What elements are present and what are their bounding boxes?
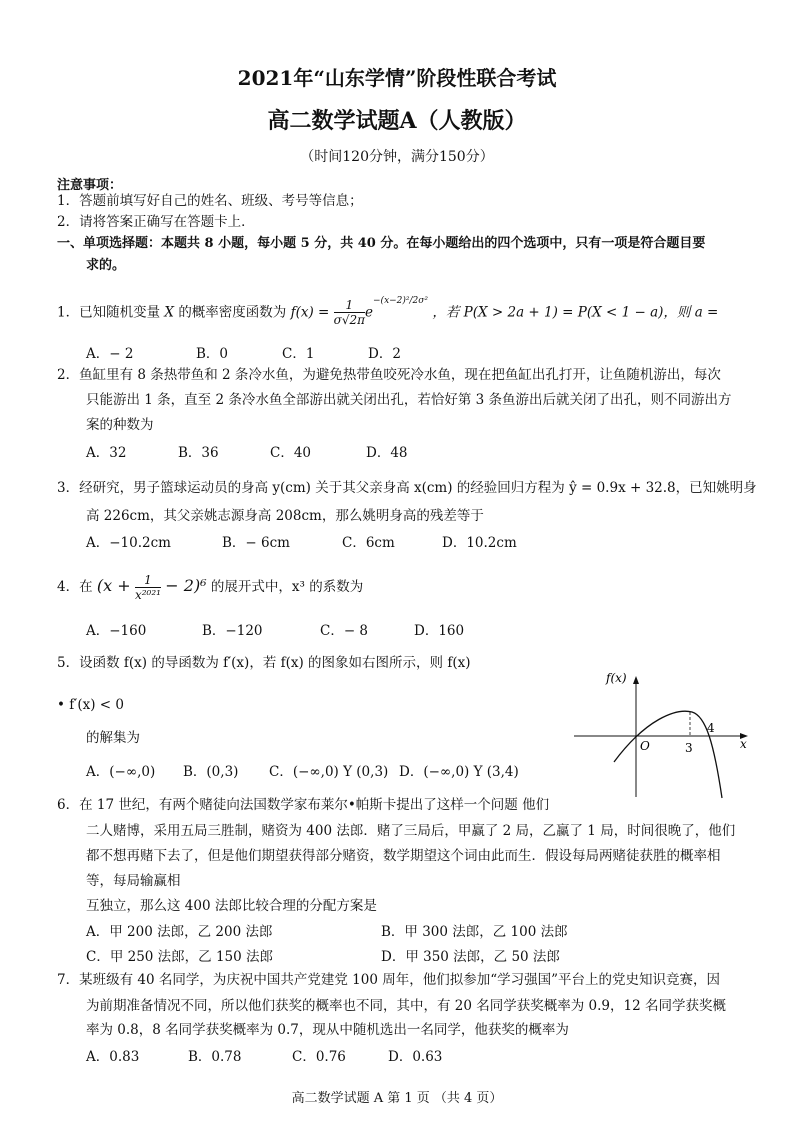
q4-den: x²⁰²¹	[134, 587, 161, 602]
q1-fraction	[334, 298, 365, 328]
q5-function-graph	[566, 664, 756, 804]
section-heading: 一、单项选择题：本题共 8 小题，每小题 5 分，共 40 分。在每小题给出的四个选项中，只有一项是符合题目要	[57, 236, 706, 251]
q7-line-3: 率为 0.8，8 名同学获奖概率为 0.7，现从中随机选出一名同学，他获奖的概率为	[86, 1022, 569, 1038]
q1-condition: ，若 P(X > 2a + 1) = P(X < 1 − a)，则 a =	[432, 304, 719, 321]
q1-option-a: A．− 2	[86, 346, 134, 362]
graph-xlabel: x	[740, 737, 747, 751]
q5-option-b: B．(0,3)	[183, 764, 239, 780]
exam-title: 2021年“山东学情”阶段性联合考试	[237, 66, 557, 90]
q7-line-1: 7．某班级有 40 名同学，为庆祝中国共产党建党 100 周年，他们拟参加“学习强国”平台上的党史知识竞赛，因	[57, 972, 721, 988]
q4-option-c: C．− 8	[320, 623, 369, 639]
graph-curve	[614, 711, 722, 798]
q1-var: X	[164, 304, 175, 321]
q3-line-1: 3．经研究，男子篮球运动员的身高 y(cm) 关于其父亲身高 x(cm) 的经验回归方程为 ŷ = 0.9x + 32.8，已知姚明身	[57, 480, 757, 496]
q1-den: σ√2π	[333, 313, 366, 327]
notice-item-2: 2．请将答案正确写在答题卡上．	[57, 214, 255, 230]
q4-expr-right: − 2)⁶	[165, 576, 207, 595]
q5-line-1: 5．设函数 f(x) 的导函数为 f′(x)，若 f(x) 的图象如右图所示，则 f(x)	[57, 655, 471, 671]
q1-options	[86, 342, 401, 362]
q6-option-d: D．甲 350 法郎，乙 50 法郎	[381, 949, 560, 965]
q7-line-2: 为前期准备情况不同，所以他们获奖的概率也不同，其中，有 20 名同学获奖概率为 0.9，12 名同学获奖概	[86, 998, 726, 1014]
q3-options	[86, 531, 517, 551]
q7-option-c: C．0.76	[292, 1049, 346, 1065]
q4-expr-left: (x +	[96, 576, 131, 595]
notice-item-1: 1．答题前填写好自己的姓名、班级、考号等信息；	[57, 193, 363, 209]
q7-options	[86, 1045, 442, 1065]
q3-option-d: D．10.2cm	[442, 535, 517, 551]
q2-line-3: 案的种数为	[86, 417, 154, 433]
graph-origin: O	[640, 739, 650, 753]
q1-mid: 的概率密度函数为	[178, 304, 287, 321]
q2-option-a: A．32	[86, 445, 127, 461]
question-1: 1．已知随机变量 X 的概率密度函数为 f(x) = $\frac{1}{\sigma√2\pi}$ $e^{-(x-2)^2/2\sigma^2}$ ，若 P(X > 2a + 1) = P(X < 1 − a)，则 a =	[57, 296, 719, 327]
q4-suffix: 的展开式中，x³ 的系数为	[210, 579, 364, 595]
exam-subtitle: 高二数学试题A（人教版）	[267, 108, 527, 134]
q5-option-d: D．(−∞,0) Y (3,4)	[399, 764, 519, 780]
page-footer: 高二数学试题 A 第 1 页 （共 4 页）	[291, 1091, 503, 1106]
q2-option-b: B．36	[178, 445, 219, 461]
q6-line-1: 6．在 17 世纪，有两个赌徒向法国数学家布莱尔•帕斯卡提出了这样一个问题 他们	[57, 797, 550, 813]
q4-num: 1	[135, 573, 161, 588]
q2-line-2: 只能游出 1 条，直至 2 条冷水鱼全部游出就关闭出孔，若恰好第 3 条鱼游出后就关闭了出孔，则不同游出方	[86, 392, 732, 408]
time-note: （时间120分钟，满分150分）	[300, 149, 494, 165]
q4-option-a: A．−160	[86, 623, 147, 639]
q6-line-3: 都不想再赌下去了，但是他们期望获得部分赌资，数学期望这个词由此而生．假设每局两赌徒获胜的概率相	[86, 848, 721, 864]
q2-line-1: 2．鱼缸里有 8 条热带鱼和 2 条冷水鱼，为避免热带鱼咬死冷水鱼，现在把鱼缸出孔打开，让鱼随机游出，每次	[57, 367, 721, 383]
q5-option-c: C．(−∞,0) Y (0,3)	[269, 764, 389, 780]
q3-option-a: A．−10.2cm	[86, 535, 171, 551]
q7-option-a: A．0.83	[86, 1049, 140, 1065]
q4-fraction	[135, 573, 161, 603]
q5-line-2: • f′(x) < 0	[57, 697, 124, 713]
q3-option-b: B．− 6cm	[222, 535, 290, 551]
q1-prefix: 1．已知随机变量	[57, 304, 161, 321]
q4-option-b: B．−120	[202, 623, 263, 639]
graph-tick-3: 3	[685, 741, 693, 755]
q4-option-d: D．160	[414, 623, 465, 639]
q4-prefix: 4．在	[57, 579, 93, 595]
q5-line-3: 的解集为	[86, 730, 140, 746]
q4-options	[86, 619, 464, 639]
q1-option-c: C．1	[282, 346, 315, 362]
q2-option-d: D．48	[366, 445, 408, 461]
q6-line-5: 互独立，那么这 400 法郎比较合理的分配方案是	[86, 898, 377, 914]
q1-num: 1	[334, 298, 365, 313]
notice-heading: 注意事项：	[57, 178, 123, 193]
q5-options	[86, 760, 519, 780]
q6-options-row-2	[86, 945, 560, 965]
graph-y-arrow	[633, 676, 639, 684]
q6-line-4: 等，每局输赢相	[86, 873, 181, 889]
q6-line-2: 二人赌博，采用五局三胜制，赌资为 400 法郎．赌了三局后，甲赢了 2 局，乙赢了 1 局，时间很晚了，他们	[86, 823, 736, 839]
q2-option-c: C．40	[270, 445, 312, 461]
q5-option-a: A．(−∞,0)	[86, 764, 156, 780]
q3-line-2: 高 226cm，其父亲姚志源身高 208cm，那么姚明身高的残差等于	[86, 508, 484, 524]
q3-option-c: C．6cm	[342, 535, 395, 551]
q1-exponent: −(x−2)²/2σ²	[373, 296, 429, 306]
graph-tick-4: 4	[707, 721, 715, 735]
q6-option-c: C．甲 250 法郎，乙 150 法郎	[86, 949, 274, 965]
q1-fx: f(x) =	[290, 304, 330, 321]
q1-option-b: B．0	[196, 346, 229, 362]
q1-option-d: D．2	[368, 346, 401, 362]
graph-ylabel: f(x)	[606, 671, 627, 685]
q7-option-b: B．0.78	[188, 1049, 242, 1065]
section-heading-cont: 求的。	[86, 258, 126, 273]
q6-options-row-1	[86, 920, 568, 940]
q2-options	[86, 441, 408, 461]
q6-option-b: B．甲 300 法郎，乙 100 法郎	[381, 924, 568, 940]
q7-option-d: D．0.63	[388, 1049, 443, 1065]
question-4	[57, 568, 747, 605]
q6-option-a: A．甲 200 法郎，乙 200 法郎	[86, 924, 273, 940]
